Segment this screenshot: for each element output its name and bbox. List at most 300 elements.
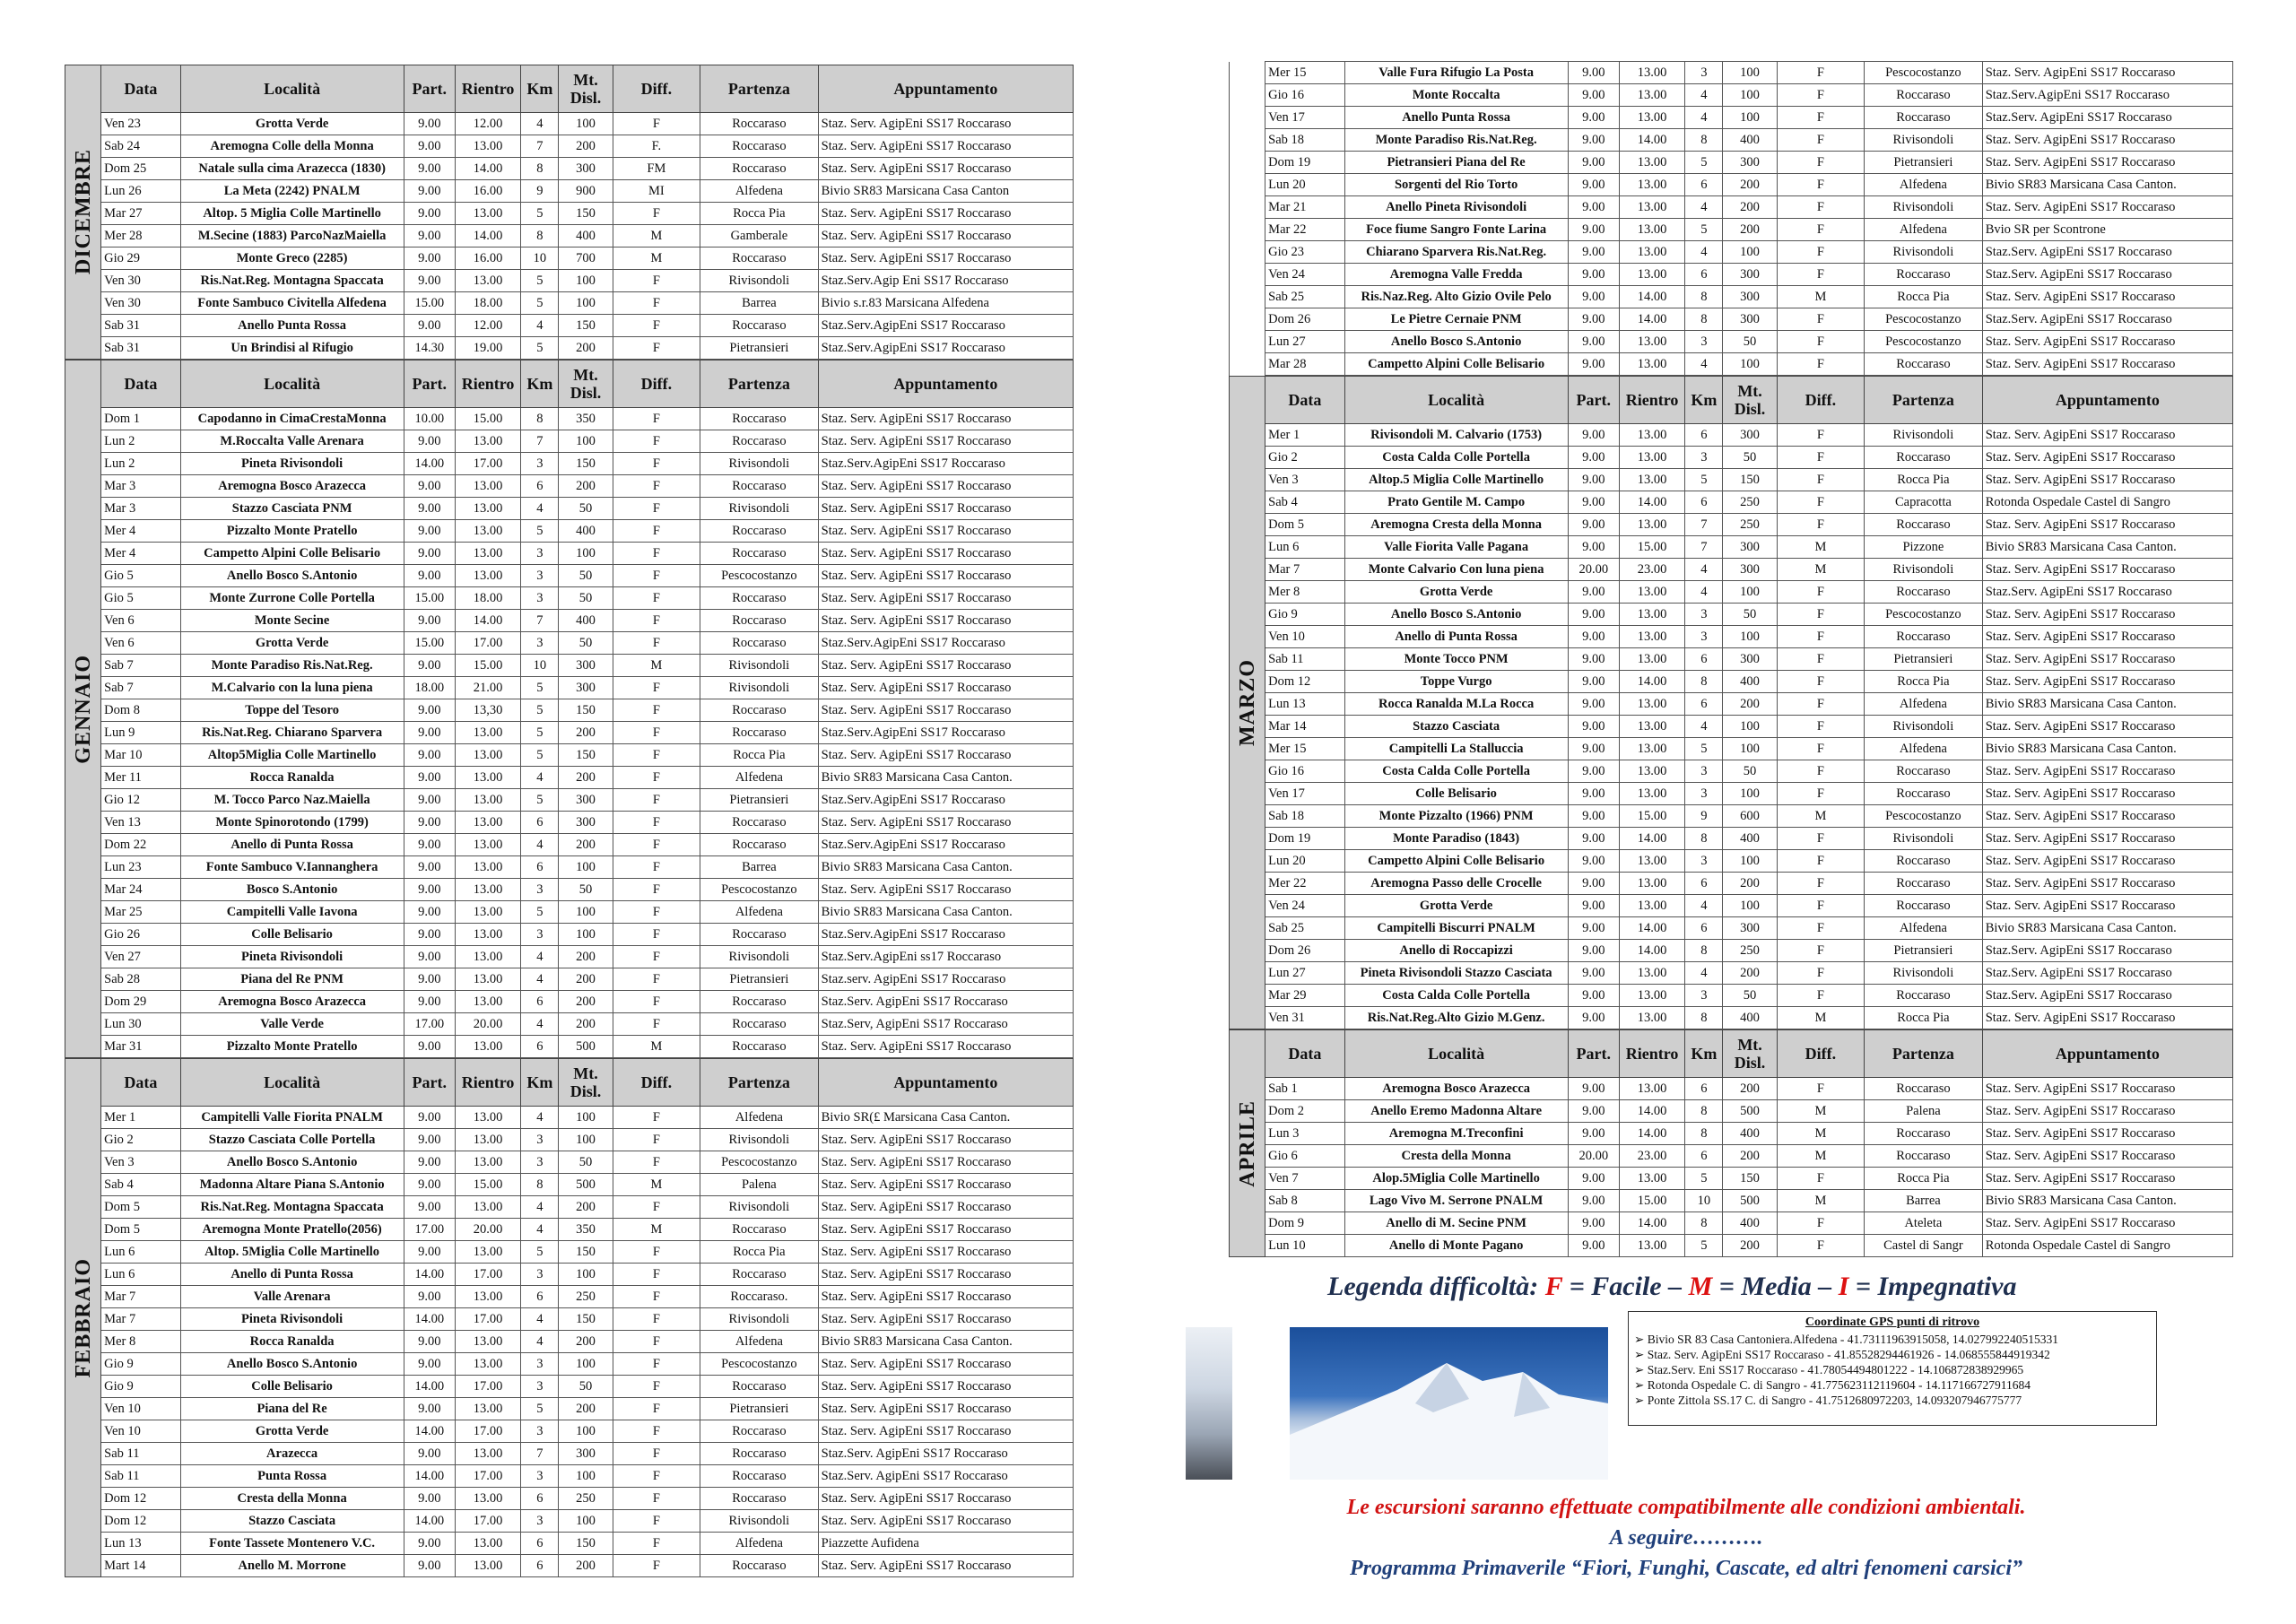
table-cell: 3 xyxy=(521,543,559,565)
table-cell: Staz. Serv. AgipEni SS17 Roccaraso xyxy=(1982,760,2232,783)
table-cell: Lun 20 xyxy=(1265,174,1344,196)
table-cell: F xyxy=(613,520,700,543)
gps-item xyxy=(1634,1362,2151,1377)
table-cell: F xyxy=(1777,1168,1864,1190)
table-cell: Staz. Serv. AgipEni SS17 Roccaraso xyxy=(1982,1123,2232,1145)
table-cell: Roccaraso. xyxy=(700,1286,819,1308)
table-cell: 100 xyxy=(1723,84,1777,107)
table-cell: 8 xyxy=(1685,308,1723,331)
table-cell: Staz. Serv. AgipEni SS17 Roccaraso xyxy=(818,1286,1073,1308)
table-cell: Cresta della Monna xyxy=(1344,1145,1568,1168)
table-cell: Grotta Verde xyxy=(180,632,404,655)
column-header: Diff. xyxy=(613,360,700,408)
table-cell: 4 xyxy=(521,1308,559,1331)
table-cell: 300 xyxy=(559,158,613,180)
table-cell: 200 xyxy=(1723,873,1777,895)
table-cell: F xyxy=(1777,62,1864,84)
table-cell: 16.00 xyxy=(455,180,520,203)
table-cell: 13.00 xyxy=(455,1488,520,1510)
table-cell: Pietransieri xyxy=(1865,152,1983,174)
table-cell: 100 xyxy=(1723,626,1777,648)
table-cell: 150 xyxy=(1723,1168,1777,1190)
table-cell: M xyxy=(613,1174,700,1196)
table-cell: 5 xyxy=(521,203,559,225)
gps-item xyxy=(1634,1393,2151,1408)
table-cell: 200 xyxy=(1723,174,1777,196)
table-cell: 9.00 xyxy=(1568,738,1619,760)
table-cell: 3 xyxy=(521,1151,559,1174)
table-cell: 150 xyxy=(559,203,613,225)
table-cell: 100 xyxy=(559,430,613,453)
table-cell: 13.00 xyxy=(455,1241,520,1264)
table-cell: Barrea xyxy=(700,292,819,315)
table-cell: 300 xyxy=(1723,648,1777,671)
snowshoe-hikers-photo xyxy=(1186,1327,1232,1480)
table-cell: Monte Zurrone Colle Portella xyxy=(180,587,404,610)
table-row xyxy=(1230,1078,2233,1100)
table-row xyxy=(1230,783,2233,805)
table-cell: 13.00 xyxy=(1619,331,1684,353)
table-cell: Lun 26 xyxy=(101,180,180,203)
month-table xyxy=(65,360,1074,1058)
table-header-row xyxy=(65,360,1074,408)
table-cell: 9.00 xyxy=(404,744,455,767)
table-cell: Campetto Alpini Colle Belisario xyxy=(180,543,404,565)
column-header: Rientro xyxy=(1619,1030,1684,1078)
table-cell: 13.00 xyxy=(455,722,520,744)
table-cell: 14.00 xyxy=(404,1376,455,1398)
table-cell: Ven 10 xyxy=(101,1420,180,1443)
table-cell: 13.00 xyxy=(1619,1168,1684,1190)
table-cell: F xyxy=(613,677,700,699)
table-cell: F xyxy=(1777,174,1864,196)
table-cell: 13.00 xyxy=(455,1107,520,1129)
table-row xyxy=(65,924,1074,946)
table-cell: 9.00 xyxy=(404,1286,455,1308)
table-cell: 9.00 xyxy=(1568,604,1619,626)
table-cell: Roccaraso xyxy=(1865,985,1983,1007)
column-header: Part. xyxy=(1568,1030,1619,1078)
table-cell: Roccaraso xyxy=(700,1376,819,1398)
table-cell: F xyxy=(613,744,700,767)
mountain-shape xyxy=(1290,1327,1608,1480)
table-cell: Roccaraso xyxy=(700,812,819,834)
table-cell: Dom 26 xyxy=(1265,308,1344,331)
table-cell: 50 xyxy=(559,587,613,610)
table-row xyxy=(65,315,1074,337)
table-cell: Monte Spinorotondo (1799) xyxy=(180,812,404,834)
table-cell: 9.00 xyxy=(1568,716,1619,738)
table-row xyxy=(65,1036,1074,1058)
table-cell: Mer 4 xyxy=(101,543,180,565)
table-row xyxy=(65,812,1074,834)
table-row xyxy=(1230,219,2233,241)
table-cell: 17.00 xyxy=(404,1219,455,1241)
table-cell: 10.00 xyxy=(404,408,455,430)
table-cell: 200 xyxy=(559,834,613,856)
table-cell: Gio 12 xyxy=(101,789,180,812)
table-cell: Sab 25 xyxy=(1265,286,1344,308)
table-cell: Pietransieri xyxy=(700,337,819,360)
table-cell: 300 xyxy=(1723,308,1777,331)
table-cell: 9.00 xyxy=(404,1107,455,1129)
table-cell: Roccaraso xyxy=(700,1264,819,1286)
table-cell: Pescocostanzo xyxy=(1865,62,1983,84)
table-cell: 14.00 xyxy=(455,225,520,248)
table-row xyxy=(65,1174,1074,1196)
table-cell: 13.00 xyxy=(1619,895,1684,917)
table-row xyxy=(65,677,1074,699)
table-cell: Staz. Serv. AgipEni SS17 Roccaraso xyxy=(1982,424,2232,447)
table-cell: 10 xyxy=(521,655,559,677)
table-cell: F xyxy=(613,1241,700,1264)
table-cell: Alfedena xyxy=(700,901,819,924)
table-cell: Pietransieri xyxy=(700,968,819,991)
table-cell: Staz.Serv. AgipEni SS17 Roccaraso xyxy=(1982,107,2232,129)
table-row xyxy=(65,158,1074,180)
table-cell: M xyxy=(1777,805,1864,828)
table-cell: Pietransieri xyxy=(1865,648,1983,671)
month-label: MARZO xyxy=(1235,659,1259,746)
table-cell: Anello Punta Rossa xyxy=(1344,107,1568,129)
table-cell: Staz.Serv, AgipEni SS17 Roccaraso xyxy=(818,1013,1073,1036)
table-cell: 9.00 xyxy=(1568,469,1619,491)
table-cell: Monte Greco (2285) xyxy=(180,248,404,270)
table-row xyxy=(1230,1212,2233,1235)
table-row xyxy=(65,610,1074,632)
table-cell: 100 xyxy=(1723,62,1777,84)
table-cell: 200 xyxy=(559,968,613,991)
column-header: Partenza xyxy=(700,1059,819,1107)
blank-month-cell xyxy=(1230,174,1265,196)
table-cell: Staz. Serv. AgipEni SS17 Roccaraso xyxy=(818,565,1073,587)
table-row xyxy=(65,1308,1074,1331)
table-row xyxy=(65,587,1074,610)
table-cell: Gio 5 xyxy=(101,565,180,587)
table-cell: Rivisondoli xyxy=(700,1308,819,1331)
table-cell: Grotta Verde xyxy=(1344,895,1568,917)
table-cell: F xyxy=(1777,264,1864,286)
table-cell: 3 xyxy=(1685,626,1723,648)
table-cell: 13.00 xyxy=(455,879,520,901)
column-header: Diff. xyxy=(613,1059,700,1107)
month-label-cell xyxy=(1230,377,1265,1029)
table-cell: F xyxy=(613,991,700,1013)
table-cell: Colle Belisario xyxy=(1344,783,1568,805)
column-header: Rientro xyxy=(455,65,520,113)
table-cell: 9.00 xyxy=(404,1151,455,1174)
table-cell: Gio 5 xyxy=(101,587,180,610)
table-cell: 3 xyxy=(521,1510,559,1533)
table-cell: Lun 27 xyxy=(1265,962,1344,985)
table-cell: 9.00 xyxy=(1568,241,1619,264)
table-cell: 200 xyxy=(559,135,613,158)
table-cell: 400 xyxy=(1723,1123,1777,1145)
table-cell: 400 xyxy=(559,225,613,248)
table-cell: M.Calvario con la luna piena xyxy=(180,677,404,699)
table-cell: F xyxy=(1777,241,1864,264)
table-cell: 13.00 xyxy=(455,498,520,520)
table-cell: 100 xyxy=(1723,581,1777,604)
footer-following: A seguire………. xyxy=(1609,1526,1763,1550)
table-cell: Ven 6 xyxy=(101,632,180,655)
column-header: Part. xyxy=(404,360,455,408)
table-cell: Ris.Nat.Reg.Alto Gizio M.Genz. xyxy=(1344,1007,1568,1029)
table-cell: Dom 25 xyxy=(101,158,180,180)
table-cell: Mer 28 xyxy=(101,225,180,248)
table-cell: 8 xyxy=(1685,1212,1723,1235)
table-cell: 400 xyxy=(1723,671,1777,693)
blank-month-cell xyxy=(1230,84,1265,107)
column-header: Part. xyxy=(404,1059,455,1107)
table-cell: 4 xyxy=(1685,581,1723,604)
table-cell: M.Secine (1883) ParcoNazMaiella xyxy=(180,225,404,248)
table-cell: 8 xyxy=(1685,1007,1723,1029)
table-cell: 8 xyxy=(1685,1123,1723,1145)
table-cell: 3 xyxy=(521,924,559,946)
table-cell: 250 xyxy=(559,1488,613,1510)
table-cell: Anello di Punta Rossa xyxy=(180,834,404,856)
table-cell: 9.00 xyxy=(1568,985,1619,1007)
table-cell: 12.00 xyxy=(455,113,520,135)
table-cell: F xyxy=(613,1443,700,1465)
table-row xyxy=(65,270,1074,292)
table-cell: Aremogna Cresta della Monna xyxy=(1344,514,1568,536)
table-cell: 14.00 xyxy=(404,1510,455,1533)
table-cell: Rivisondoli xyxy=(700,655,819,677)
legend-f: F xyxy=(1544,1272,1563,1301)
table-cell: F xyxy=(613,315,700,337)
table-row xyxy=(1230,738,2233,760)
table-cell: F xyxy=(1777,783,1864,805)
legend-m: M xyxy=(1688,1272,1713,1301)
table-cell: 9.00 xyxy=(1568,1078,1619,1100)
table-cell: Staz. Serv. AgipEni SS17 Roccaraso xyxy=(1982,353,2232,376)
table-cell: Staz. Serv. AgipEni SS17 Roccaraso xyxy=(818,1264,1073,1286)
table-row xyxy=(65,834,1074,856)
table-cell: 9.00 xyxy=(1568,219,1619,241)
table-cell: 9.00 xyxy=(404,520,455,543)
table-cell: 3 xyxy=(521,1465,559,1488)
column-header: Km xyxy=(1685,377,1723,424)
table-cell: 19.00 xyxy=(455,337,520,360)
table-cell: Alfedena xyxy=(1865,174,1983,196)
table-cell: Dom 9 xyxy=(1265,1212,1344,1235)
table-cell: 13.00 xyxy=(1619,873,1684,895)
table-cell: 9.00 xyxy=(1568,84,1619,107)
table-cell: 100 xyxy=(559,1264,613,1286)
table-cell: 9.00 xyxy=(404,1174,455,1196)
table-cell: Dom 1 xyxy=(101,408,180,430)
table-cell: 9.00 xyxy=(1568,331,1619,353)
table-cell: Toppe Vurgo xyxy=(1344,671,1568,693)
table-cell: Dom 26 xyxy=(1265,940,1344,962)
table-cell: 150 xyxy=(559,699,613,722)
table-cell: Mar 29 xyxy=(1265,985,1344,1007)
table-cell: Staz. Serv. AgipEni SS17 Roccaraso xyxy=(818,1353,1073,1376)
blank-month-cell xyxy=(1230,286,1265,308)
table-cell: Staz. Serv. AgipEni SS17 Roccaraso xyxy=(818,1151,1073,1174)
table-cell: 200 xyxy=(559,767,613,789)
table-row xyxy=(65,430,1074,453)
table-cell: Staz. Serv. AgipEni SS17 Roccaraso xyxy=(1982,129,2232,152)
table-row xyxy=(65,475,1074,498)
table-cell: Staz. Serv. AgipEni SS17 Roccaraso xyxy=(818,1398,1073,1420)
table-cell: 3 xyxy=(521,587,559,610)
table-cell: Staz.serv. AgipEni SS17 Roccaraso xyxy=(818,968,1073,991)
column-header: Appuntamento xyxy=(818,360,1073,408)
table-cell: Staz. Serv. AgipEni SS17 Roccaraso xyxy=(818,113,1073,135)
table-cell: 4 xyxy=(521,498,559,520)
table-cell: F xyxy=(613,856,700,879)
table-cell: Staz. Serv. AgipEni SS17 Roccaraso xyxy=(818,655,1073,677)
gps-item-text: Ponte Zittola SS.17 C. di Sangro - 41.7512680972203, 14.093207946775777 xyxy=(1647,1394,2022,1407)
table-cell: 13.00 xyxy=(455,1036,520,1058)
table-cell: Mar 31 xyxy=(101,1036,180,1058)
table-cell: 9.00 xyxy=(1568,514,1619,536)
table-cell: 13.00 xyxy=(1619,107,1684,129)
table-cell: 9.00 xyxy=(1568,917,1619,940)
table-cell: Rocca Ranalda M.La Rocca xyxy=(1344,693,1568,716)
table-cell: 13.00 xyxy=(1619,716,1684,738)
table-cell: 10 xyxy=(1685,1190,1723,1212)
table-cell: 9.00 xyxy=(404,113,455,135)
table-cell: 4 xyxy=(521,1107,559,1129)
table-cell: F xyxy=(1777,84,1864,107)
table-row xyxy=(1230,559,2233,581)
table-cell: 9.00 xyxy=(404,135,455,158)
table-cell: Dom 5 xyxy=(101,1196,180,1219)
table-cell: Roccaraso xyxy=(700,408,819,430)
table-row xyxy=(1230,174,2233,196)
table-cell: 6 xyxy=(1685,693,1723,716)
table-cell: 9.00 xyxy=(1568,1100,1619,1123)
table-cell: Roccaraso xyxy=(700,543,819,565)
table-cell: Rivisondoli xyxy=(700,1129,819,1151)
table-row xyxy=(1230,917,2233,940)
table-cell: Alfedena xyxy=(700,180,819,203)
table-cell: F xyxy=(613,1398,700,1420)
table-cell: 200 xyxy=(1723,219,1777,241)
table-cell: Anello di Punta Rossa xyxy=(180,1264,404,1286)
table-cell: F xyxy=(613,430,700,453)
table-cell: Valle Fiorita Valle Pagana xyxy=(1344,536,1568,559)
table-cell: Staz. Serv. AgipEni SS17 Roccaraso xyxy=(1982,286,2232,308)
table-cell: Staz.Serv. AgipEni SS17 Roccaraso xyxy=(1982,581,2232,604)
table-cell: Bivio SR(£ Marsicana Casa Canton. xyxy=(818,1107,1073,1129)
table-cell: Staz. Serv. AgipEni SS17 Roccaraso xyxy=(818,699,1073,722)
gps-item-text: Rotonda Ospedale C. di Sangro - 41.775623112119604 - 14.117166727911684 xyxy=(1647,1378,2031,1392)
table-row xyxy=(65,180,1074,203)
table-cell: Mar 27 xyxy=(101,203,180,225)
table-cell: 9 xyxy=(1685,805,1723,828)
table-cell: Staz.Serv. AgipEni SS17 Roccaraso xyxy=(1982,962,2232,985)
table-cell: Staz.Serv.AgipEni SS17 Roccaraso xyxy=(1982,84,2232,107)
table-row xyxy=(65,1443,1074,1465)
table-row xyxy=(1230,895,2233,917)
table-cell: Bivio SR83 Marsicana Casa Canton. xyxy=(1982,917,2232,940)
table-cell: 9.00 xyxy=(1568,783,1619,805)
blank-month-cell xyxy=(1230,152,1265,174)
table-cell: 10 xyxy=(521,248,559,270)
table-cell: 13.00 xyxy=(1619,1078,1684,1100)
column-header: Appuntamento xyxy=(1982,1030,2232,1078)
blank-month-cell xyxy=(1230,331,1265,353)
table-cell: 13.00 xyxy=(455,543,520,565)
table-cell: 100 xyxy=(1723,716,1777,738)
table-row xyxy=(65,1107,1074,1129)
table-cell: Rivisondoli xyxy=(1865,559,1983,581)
table-row xyxy=(65,789,1074,812)
table-cell: Bivio SR83 Marsicana Casa Canton. xyxy=(1982,174,2232,196)
table-cell: 13.00 xyxy=(455,1443,520,1465)
table-cell: Staz. Serv. AgipEni SS17 Roccaraso xyxy=(1982,783,2232,805)
table-cell: Pietransieri Piana del Re xyxy=(1344,152,1568,174)
table-cell: Staz. Serv. AgipEni SS17 Roccaraso xyxy=(1982,1007,2232,1029)
table-cell: 13.00 xyxy=(1619,738,1684,760)
table-cell: 400 xyxy=(559,610,613,632)
table-cell: Roccaraso xyxy=(700,1488,819,1510)
table-cell: 14.00 xyxy=(404,1264,455,1286)
table-cell: 4 xyxy=(521,1331,559,1353)
table-cell: 500 xyxy=(559,1174,613,1196)
table-cell: Monte Paradiso Ris.Nat.Reg. xyxy=(1344,129,1568,152)
column-header: Data xyxy=(1265,1030,1344,1078)
table-cell: 9.00 xyxy=(404,475,455,498)
table-cell: 13.00 xyxy=(455,812,520,834)
table-cell: 300 xyxy=(559,1443,613,1465)
table-cell: 400 xyxy=(1723,1212,1777,1235)
table-cell: 9.00 xyxy=(404,1331,455,1353)
table-cell: F xyxy=(1777,219,1864,241)
table-cell: Pescocostanzo xyxy=(1865,331,1983,353)
blank-month-cell xyxy=(1230,219,1265,241)
table-cell: 13.00 xyxy=(455,1286,520,1308)
table-cell: F xyxy=(613,1331,700,1353)
table-cell: 13.00 xyxy=(455,520,520,543)
table-cell: Anello Bosco S.Antonio xyxy=(180,1151,404,1174)
table-cell: Grotta Verde xyxy=(180,1420,404,1443)
table-cell: Staz. Serv. AgipEni SS17 Roccaraso xyxy=(818,1036,1073,1058)
table-cell: Dom 5 xyxy=(1265,514,1344,536)
table-cell: 13.00 xyxy=(455,1151,520,1174)
legend-m-text: = Media – xyxy=(1712,1272,1839,1301)
left-schedule-panel xyxy=(65,65,1074,1577)
table-cell: 15.00 xyxy=(1619,536,1684,559)
table-cell: Rivisondoli xyxy=(700,270,819,292)
table-cell: 150 xyxy=(559,744,613,767)
table-cell: 14.00 xyxy=(1619,940,1684,962)
month-table xyxy=(1229,1029,2233,1257)
table-cell: Mart 14 xyxy=(101,1555,180,1577)
table-cell: 13.00 xyxy=(1619,84,1684,107)
table-cell: F xyxy=(613,453,700,475)
table-cell: Palena xyxy=(700,1174,819,1196)
table-cell: Anello di Punta Rossa xyxy=(1344,626,1568,648)
table-row xyxy=(1230,62,2233,84)
legend-i-text: = Impegnativa xyxy=(1848,1272,2017,1301)
table-cell: Fonte Sambuco Civitella Alfedena xyxy=(180,292,404,315)
table-cell: 200 xyxy=(1723,1235,1777,1257)
table-cell: Staz.Serv. AgipEni SS17 Roccaraso xyxy=(1982,940,2232,962)
table-cell: M xyxy=(1777,1007,1864,1029)
table-cell: Roccaraso xyxy=(700,587,819,610)
table-cell: 9.00 xyxy=(1568,581,1619,604)
table-cell: 4 xyxy=(1685,196,1723,219)
table-cell: Ven 10 xyxy=(101,1398,180,1420)
table-cell: Altop5Miglia Colle Martinello xyxy=(180,744,404,767)
table-cell: 18.00 xyxy=(404,677,455,699)
